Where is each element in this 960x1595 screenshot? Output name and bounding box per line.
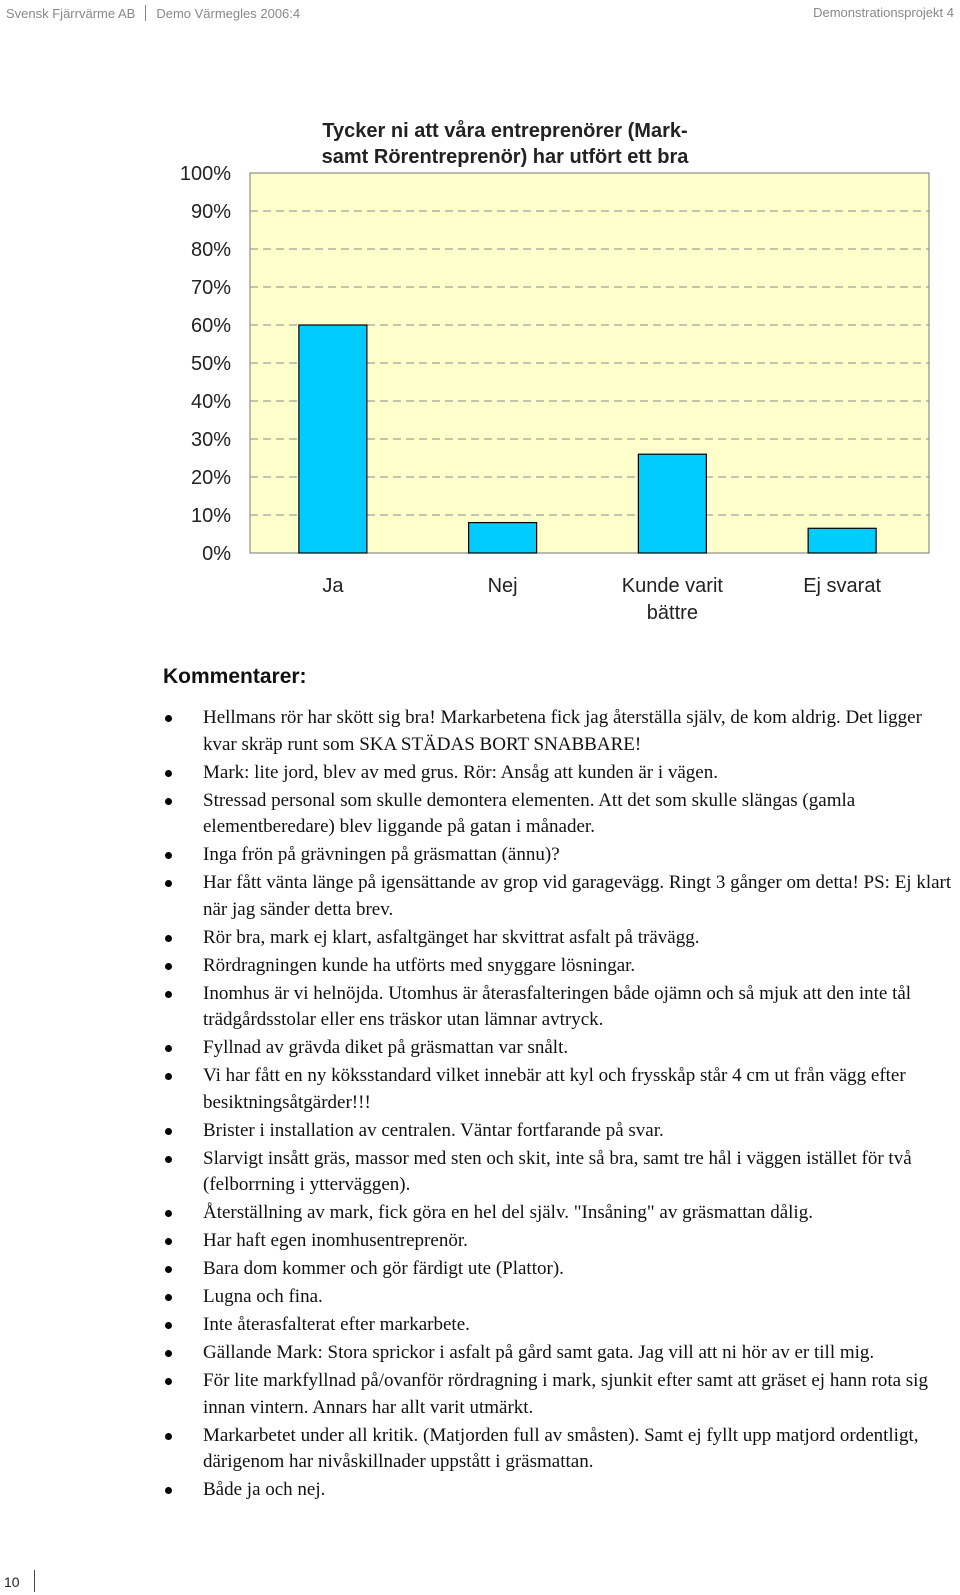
chart-title: Tycker ni att våra entreprenörer (Mark- samt Rörentreprenör) har utfört ett bra	[321, 120, 689, 168]
y-tick-label: 90%	[190, 201, 231, 223]
page-number-divider	[34, 1570, 35, 1592]
comment-item: Återställning av mark, fick göra en hel del själv. "Insåning" av gräsmattan dålig.	[163, 1200, 953, 1227]
header-company: Svensk Fjärrvärme AB	[6, 6, 136, 21]
comment-item: Har fått vänta länge på igensättande av grop vid garagevägg. Ringt 3 gånger om detta! PS: Ej klart när jag sänder detta brev.	[163, 870, 953, 923]
y-tick-label: 20%	[190, 467, 231, 489]
y-tick-label: 40%	[190, 391, 231, 413]
comment-item: Inga frön på grävningen på gräsmattan (ännu)?	[163, 842, 953, 869]
bar	[638, 454, 706, 553]
header-report: Demo Värmegles 2006:4	[156, 6, 301, 21]
x-category-label: Kunde varit bättre	[621, 575, 723, 624]
comment-item: Vi har fått en ny köksstandard vilket innebär att kyl och frysskåp står 4 cm ut från vägg efter besiktningsåtgärder!!!	[163, 1063, 953, 1116]
y-tick-label: 70%	[190, 277, 231, 299]
comment-item: Markarbetet under all kritik. (Matjorden full av småsten). Samt ej fyllt upp matjord ordentligt, därigenom har nivåskillnader uppstått i gräsmattan.	[163, 1423, 953, 1476]
y-tick-label: 50%	[190, 353, 231, 375]
x-category-label: Nej	[487, 575, 518, 597]
comment-item: Mark: lite jord, blev av med grus. Rör: Ansåg att kunden är i vägen.	[163, 760, 953, 787]
y-tick-label: 10%	[190, 505, 231, 527]
comment-item: Brister i installation av centralen. Väntar fortfarande på svar.	[163, 1118, 953, 1145]
y-tick-label: 100%	[179, 163, 231, 185]
comment-item: Slarvigt insått gräs, massor med sten och skit, inte så bra, samt tre hål i väggen istället för två (felborrning i ytterväggen).	[163, 1146, 953, 1199]
y-tick-label: 0%	[202, 543, 231, 565]
x-category-label: Ej svarat	[803, 575, 882, 597]
comment-item: Har haft egen inomhusentreprenör.	[163, 1228, 953, 1255]
comment-item: Lugna och fina.	[163, 1284, 953, 1311]
bar-chart	[0, 0, 960, 640]
bar	[808, 528, 876, 553]
comment-item: Bara dom kommer och gör färdigt ute (Plattor).	[163, 1256, 953, 1283]
comment-item: Inomhus är vi helnöjda. Utomhus är återasfalteringen både ojämn och så mjuk att den inte tål trädgårdsstolar eller ens träskor utan lämnar avtryck.	[163, 981, 953, 1034]
comment-item: Rör bra, mark ej klart, asfaltgänget har skvittrat asfalt på trävägg.	[163, 925, 953, 952]
category-labels	[322, 575, 881, 624]
bar	[299, 325, 367, 553]
page-number: 10	[4, 1574, 20, 1590]
comments-heading: Kommentarer:	[163, 665, 307, 688]
comment-item: Gällande Mark: Stora sprickor i asfalt på gård samt gata. Jag vill att ni hör av er till mig.	[163, 1340, 953, 1367]
header-project: Demonstrationsprojekt 4	[813, 5, 954, 20]
comment-item: Både ja och nej.	[163, 1477, 953, 1504]
comment-item: Rördragningen kunde ha utförts med snyggare lösningar.	[163, 953, 953, 980]
y-tick-label: 80%	[190, 239, 231, 261]
y-tick-labels	[180, 163, 231, 565]
comments-list	[163, 705, 953, 1505]
comment-item: Inte återasfalterat efter markarbete.	[163, 1312, 953, 1339]
comment-item: Hellmans rör har skött sig bra! Markarbetena fick jag återställa själv, de kom aldrig. Det ligger kvar skräp runt som SKA STÄDAS BORT SNABBARE!	[163, 705, 953, 758]
y-tick-label: 60%	[190, 315, 231, 337]
comment-item: För lite markfyllnad på/ovanför rördragning i mark, sjunkit efter samt att gräset ej hann rota sig innan vintern. Annars har allt varit utmärkt.	[163, 1368, 953, 1421]
comment-item: Stressad personal som skulle demontera elementen. Att det som skulle slängas (gamla elementberedare) blev liggande på gatan i månader.	[163, 788, 953, 841]
y-tick-label: 30%	[190, 429, 231, 451]
bar	[469, 523, 537, 553]
x-category-label: Ja	[322, 575, 344, 597]
comment-item: Fyllnad av grävda diket på gräsmattan var snålt.	[163, 1035, 953, 1062]
